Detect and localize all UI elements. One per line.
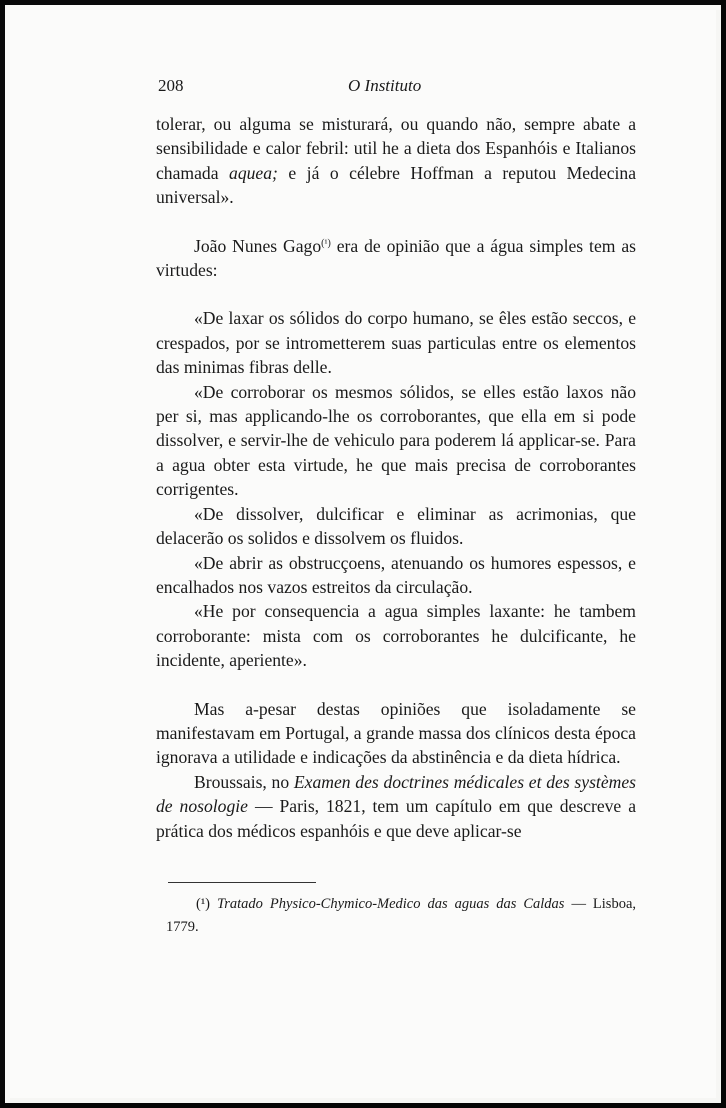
footnote-title: Tratado Physico-Chymico-Medico das aguas das Caldas [217,896,565,912]
running-title: O Instituto [348,76,422,95]
footnote-marker: (¹) [196,896,211,912]
paragraph-opinioes: Mas a-pesar destas opiniões que isoladamente se manifestavam em Portugal, a grande massa dos clínicos desta época ignorava a utilidade e indicações da abstinência e da dieta hídrica. [156,698,636,768]
page-number: 208 [158,76,184,95]
footnote-tail: — Lisboa, 1779. [166,896,637,935]
quote-corroborar: «De corroborar os mesmos sólidos, se elles estão laxos não per si, mas applicando-lhe os corroborantes, que ella em si pode dissolver, e servir-lhe de vehiculo para poderem lá applicar-se. Para a agua obter esta virtude, he que mais precisa de corroborantes corrigentes. [156,381,636,500]
paragraph-continued: tolerar, ou alguma se misturará, ou quando não, sempre abate a sensibilidade e calor febril: util he a dieta dos Espanhóis e Italianos chamada aquea; e já o célebre Hoffman a reputou Medecina universal». [156,114,636,208]
emphasis-aquea: aquea; [229,162,278,183]
footnote-divider [168,882,316,883]
footnote [166,893,636,939]
book-title-emphasis: Examen des doctrines médicales et des systèmes de nosologie [156,771,636,817]
quote-consequencia: «He por consequencia a agua simples laxante: he tambem corroborante: mista com os corroborantes he dulcificante, he incidente, aperiente». [156,601,636,671]
paragraph-gago: João Nunes Gago$^{(^1)}$ era de opinião que a água simples tem as virtudes: [156,235,636,281]
paragraph-broussais: Broussais, no Examen des doctrines médicales et des systèmes de nosologie — Paris, 1821, tem um capítulo em que descreve a prática dos médicos espanhóis e que deve aplicar-se [156,771,637,841]
quote-abrir: «De abrir as obstrucçoens, atenuando os humores espessos, e encalhados nos vazos estreitos da circulação. [156,552,636,597]
quote-laxar: «De laxar os sólidos do corpo humano, se êles estão seccos, e crespados, por se intrometterem suas particulas entre os elementos das minimas fibras delle. [156,308,636,378]
page-header [158,76,648,100]
body-text [156,112,636,843]
footnote-reference: (¹) [321,237,331,249]
quote-dissolver: «De dissolver, dulcificar e eliminar as acrimonias, que delacerão os solidos e dissolvem os fluidos. [156,503,636,549]
